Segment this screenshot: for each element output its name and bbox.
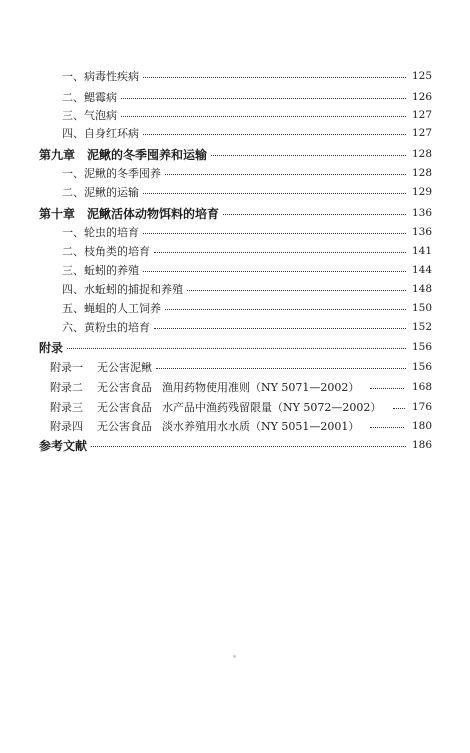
toc-chapter-page: 136 bbox=[411, 207, 432, 219]
toc-entry-title: 五、蝇蛆的人工饲养 bbox=[62, 302, 161, 315]
toc-entry[interactable] bbox=[0, 260, 470, 280]
dot-leader bbox=[121, 91, 406, 103]
toc-entry-page: 125 bbox=[411, 70, 432, 82]
toc-appendix-item[interactable] bbox=[0, 377, 470, 397]
toc-entry[interactable] bbox=[0, 279, 470, 299]
toc-entry-title: 一、泥鳅的冬季囤养 bbox=[62, 167, 161, 180]
toc-entry-page: 127 bbox=[411, 109, 432, 121]
toc-entry[interactable] bbox=[0, 163, 470, 183]
dot-leader bbox=[121, 109, 406, 121]
toc-entry-title: 二、枝角类的培育 bbox=[62, 245, 150, 258]
toc-references-page: 186 bbox=[411, 439, 432, 451]
dot-leader bbox=[143, 226, 406, 238]
toc-entry-page: 141 bbox=[411, 245, 432, 257]
appendix-page: 180 bbox=[411, 420, 432, 432]
dot-leader bbox=[156, 361, 406, 373]
toc-chapter-10[interactable] bbox=[0, 203, 470, 223]
dot-leader bbox=[165, 302, 406, 314]
toc-entry-title: 二、泥鳅的运输 bbox=[62, 186, 139, 199]
dot-leader bbox=[211, 148, 406, 160]
toc-appendix-item[interactable] bbox=[0, 416, 470, 436]
toc-entry[interactable] bbox=[0, 317, 470, 337]
appendix-subtitle: 渔用药物使用准则（NY 5071—2002） bbox=[162, 381, 360, 394]
dot-leader bbox=[165, 167, 406, 179]
toc-entry[interactable] bbox=[0, 87, 470, 107]
toc-entry-title: 四、水蚯蚓的捕捉和养殖 bbox=[62, 283, 183, 296]
appendix-page: 176 bbox=[411, 401, 432, 413]
toc-entry-page: 144 bbox=[411, 264, 432, 276]
appendix-page: 168 bbox=[411, 381, 432, 393]
toc-appendix-page: 156 bbox=[411, 341, 432, 353]
toc-entry[interactable] bbox=[0, 298, 470, 318]
toc-entry-title: 四、自身红环病 bbox=[62, 127, 139, 140]
dot-leader bbox=[154, 321, 406, 333]
toc-entry[interactable] bbox=[0, 182, 470, 202]
toc-entry-title: 二、鳃霉病 bbox=[62, 91, 117, 104]
dot-leader bbox=[154, 245, 406, 257]
dot-leader bbox=[370, 381, 404, 393]
toc-appendix[interactable] bbox=[0, 337, 470, 357]
toc-chapter-title: 第十章 泥鳅活体动物饵料的培育 bbox=[39, 206, 220, 221]
toc-entry-page: 136 bbox=[411, 226, 432, 238]
toc-entry[interactable] bbox=[0, 105, 470, 125]
toc-entry-title: 三、蚯蚓的养殖 bbox=[62, 264, 139, 277]
toc-appendix-item[interactable] bbox=[0, 357, 470, 377]
appendix-category: 无公害泥鳅 bbox=[97, 361, 152, 374]
appendix-label: 附录二 bbox=[50, 381, 83, 394]
toc-chapter-9[interactable] bbox=[0, 144, 470, 164]
dot-leader bbox=[223, 207, 406, 219]
toc-entry[interactable] bbox=[0, 222, 470, 242]
toc-appendix-item[interactable] bbox=[0, 397, 470, 417]
toc-entry[interactable] bbox=[0, 123, 470, 143]
dot-leader bbox=[67, 341, 406, 353]
toc-entry-title: 三、气泡病 bbox=[62, 109, 117, 122]
toc-references-title: 参考文献 bbox=[39, 438, 88, 453]
appendix-category: 无公害食品 bbox=[97, 401, 152, 414]
dot-leader bbox=[143, 264, 406, 276]
toc-entry-page: 126 bbox=[411, 91, 432, 103]
toc-references[interactable] bbox=[0, 435, 470, 455]
dot-leader bbox=[187, 283, 406, 295]
toc-chapter-title: 第九章 泥鳅的冬季囤养和运输 bbox=[39, 147, 208, 162]
toc-entry-title: 一、病毒性疾病 bbox=[62, 70, 139, 83]
toc-entry-page: 148 bbox=[411, 283, 432, 295]
dot-leader bbox=[393, 401, 405, 413]
dot-leader bbox=[370, 420, 404, 432]
appendix-label: 附录三 bbox=[50, 401, 83, 414]
toc-entry[interactable] bbox=[0, 241, 470, 261]
appendix-subtitle: 水产品中渔药残留限量（NY 5072—2002） bbox=[162, 401, 382, 414]
toc-entry-page: 150 bbox=[411, 302, 432, 314]
appendix-label: 附录一 bbox=[50, 361, 83, 374]
appendix-page: 156 bbox=[411, 361, 432, 373]
dot-leader bbox=[91, 439, 406, 451]
toc-entry-title: 六、黄粉虫的培育 bbox=[62, 321, 150, 334]
toc-entry-page: 128 bbox=[411, 167, 432, 179]
toc-entry-page: 127 bbox=[411, 127, 432, 139]
dot-leader bbox=[143, 70, 406, 82]
appendix-category: 无公害食品 bbox=[97, 381, 152, 394]
dot-leader bbox=[143, 186, 406, 198]
appendix-category: 无公害食品 bbox=[97, 420, 152, 433]
toc-entry[interactable] bbox=[0, 66, 470, 86]
toc-entry-title: 一、轮虫的培育 bbox=[62, 226, 139, 239]
toc-entry-page: 152 bbox=[411, 321, 432, 333]
toc-chapter-page: 128 bbox=[411, 148, 432, 160]
appendix-subtitle: 淡水养殖用水水质（NY 5051—2001） bbox=[162, 420, 360, 433]
appendix-label: 附录四 bbox=[50, 420, 83, 433]
dot-leader bbox=[143, 127, 406, 139]
toc-appendix-title: 附录 bbox=[39, 340, 64, 355]
toc-entry-page: 129 bbox=[411, 186, 432, 198]
scan-speck bbox=[233, 655, 236, 658]
